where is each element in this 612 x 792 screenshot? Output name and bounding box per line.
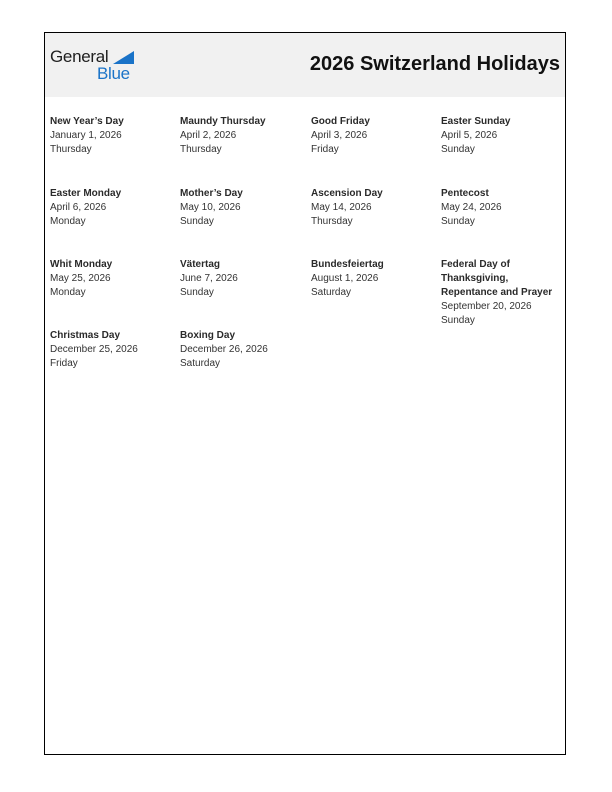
holiday-item (441, 187, 567, 229)
holiday-weekday: Thursday (180, 144, 222, 155)
holiday-date: May 25, 2026 (50, 273, 111, 284)
holiday-item (50, 329, 176, 371)
holiday-name: Easter Monday (50, 188, 122, 199)
holiday-weekday: Thursday (50, 144, 92, 155)
holiday-name: Vätertag (180, 259, 221, 270)
holiday-weekday: Friday (311, 144, 339, 155)
holiday-name: Boxing Day (180, 330, 236, 341)
holiday-item (50, 258, 176, 300)
holiday-item (180, 329, 306, 371)
holiday-name: Good Friday (311, 116, 370, 127)
page-title: 2026 Switzerland Holidays (309, 53, 560, 75)
holiday-date: April 5, 2026 (441, 130, 498, 141)
page-frame (44, 32, 566, 755)
holiday-name: Easter Sunday (441, 116, 511, 127)
holiday-date: September 20, 2026 (441, 301, 532, 312)
holiday-name: Ascension Day (311, 188, 383, 199)
holiday-item (180, 115, 306, 157)
holiday-date: May 10, 2026 (180, 202, 241, 213)
holiday-item (180, 187, 306, 229)
holiday-weekday: Thursday (311, 216, 353, 227)
holiday-item (50, 115, 176, 157)
holiday-date: April 6, 2026 (50, 202, 107, 213)
generalblue-logo (50, 47, 140, 87)
holiday-date: January 1, 2026 (50, 130, 122, 141)
holiday-date: April 2, 2026 (180, 130, 237, 141)
holiday-date: December 25, 2026 (50, 344, 138, 355)
holiday-name: Mother’s Day (180, 188, 243, 199)
holiday-item (311, 115, 437, 157)
holiday-date: April 3, 2026 (311, 130, 368, 141)
logo-triangle-icon (113, 51, 134, 64)
holiday-weekday: Sunday (180, 216, 214, 227)
holiday-date: May 24, 2026 (441, 202, 502, 213)
holiday-weekday: Sunday (441, 216, 475, 227)
holiday-name: Pentecost (441, 188, 489, 199)
holiday-name: Whit Monday (50, 259, 113, 270)
holiday-weekday: Sunday (441, 315, 475, 326)
holiday-weekday: Monday (50, 216, 86, 227)
holiday-item (180, 258, 306, 300)
logo-word-general: General (50, 47, 109, 66)
holiday-item (441, 258, 559, 328)
holiday-date: December 26, 2026 (180, 344, 268, 355)
holiday-item (50, 187, 176, 229)
holiday-weekday: Sunday (441, 144, 475, 155)
holiday-item (311, 258, 437, 300)
holiday-date: May 14, 2026 (311, 202, 372, 213)
holiday-weekday: Monday (50, 287, 86, 298)
holiday-item (311, 187, 437, 229)
holiday-weekday: Saturday (180, 358, 221, 369)
header-band (45, 33, 565, 97)
holiday-name: Christmas Day (50, 330, 121, 341)
holiday-weekday: Sunday (180, 287, 214, 298)
holiday-weekday: Saturday (311, 287, 352, 298)
holiday-date: June 7, 2026 (180, 273, 238, 284)
holiday-date: August 1, 2026 (311, 273, 379, 284)
logo-word-blue: Blue (97, 64, 130, 83)
holiday-item (441, 115, 567, 157)
holiday-name: Maundy Thursday (180, 116, 266, 127)
holiday-name: Bundesfeiertag (311, 259, 384, 270)
holiday-name: Federal Day of Thanksgiving, Repentance and Prayer (441, 259, 553, 298)
holiday-name: New Year’s Day (50, 116, 124, 127)
holiday-weekday: Friday (50, 358, 78, 369)
